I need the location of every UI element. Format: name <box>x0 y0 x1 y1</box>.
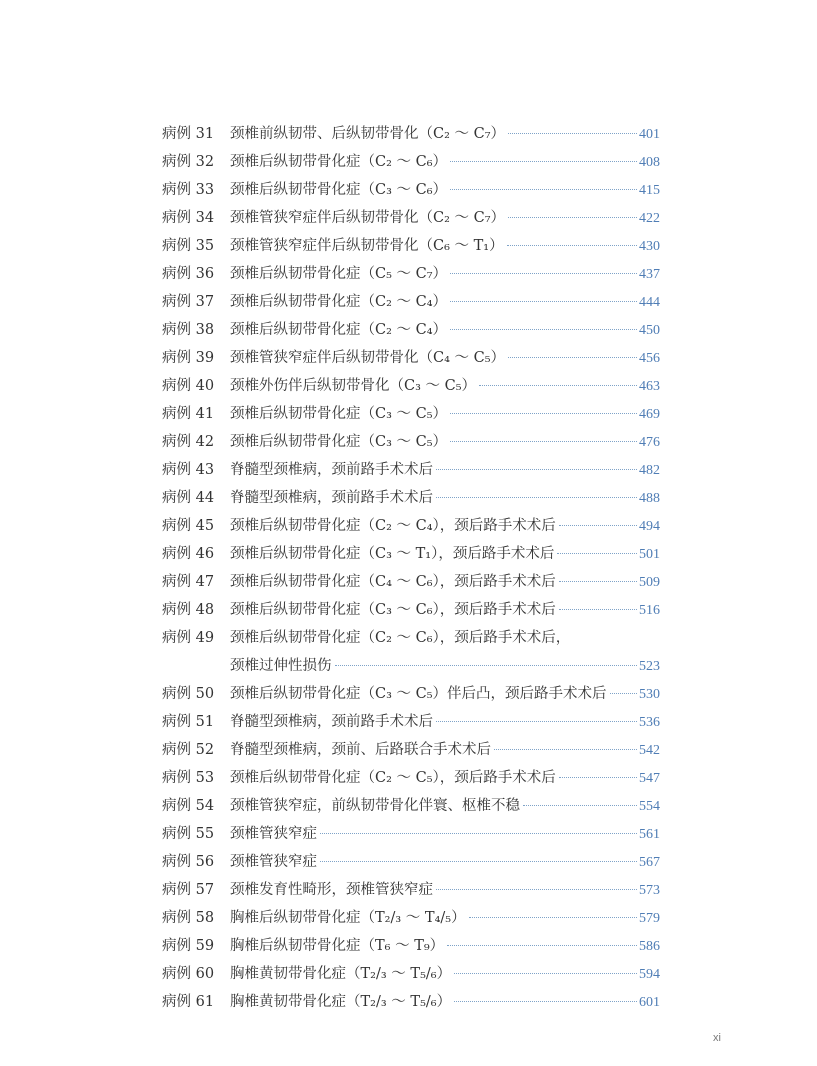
page-link[interactable]: 579 <box>639 911 660 926</box>
case-number: 病例 61 <box>162 994 215 1010</box>
page-link[interactable]: 444 <box>639 295 660 310</box>
page-link[interactable]: 450 <box>639 323 660 338</box>
entry-title: 脊髓型颈椎病，颈前路手术术后 <box>230 490 433 506</box>
toc-entry[interactable] <box>162 624 660 652</box>
dot-leader <box>610 693 637 694</box>
case-number: 病例 58 <box>162 910 215 926</box>
toc-entry[interactable] <box>162 708 660 736</box>
case-number: 病例 37 <box>162 294 215 310</box>
toc-entry[interactable] <box>162 568 660 596</box>
entry-title: 脊髓型颈椎病，颈前路手术术后 <box>230 462 433 478</box>
toc-entry[interactable] <box>162 428 660 456</box>
page-link[interactable]: 536 <box>639 715 660 730</box>
dot-leader <box>450 273 637 274</box>
dot-leader <box>335 665 638 666</box>
entry-title: 颈椎后纵韧带骨化症（C₃ ～ T₁），颈后路手术术后 <box>230 546 555 562</box>
toc-entry[interactable] <box>162 316 660 344</box>
page-link[interactable]: 488 <box>639 491 660 506</box>
page-link[interactable]: 573 <box>639 883 660 898</box>
entry-title: 颈椎后纵韧带骨化症（C₂ ～ C₄） <box>230 322 448 338</box>
page-link[interactable]: 547 <box>639 771 660 786</box>
case-number: 病例 59 <box>162 938 215 954</box>
case-number: 病例 46 <box>162 546 215 562</box>
case-number: 病例 56 <box>162 854 215 870</box>
toc-entry[interactable] <box>162 232 660 260</box>
dot-leader <box>479 385 637 386</box>
case-number: 病例 53 <box>162 770 215 786</box>
page-link[interactable]: 463 <box>639 379 660 394</box>
entry-title: 颈椎过伸性损伤 <box>230 658 332 674</box>
entry-title: 脊髓型颈椎病，颈前路手术术后 <box>230 714 433 730</box>
case-number: 病例 50 <box>162 686 215 702</box>
page-link[interactable]: 408 <box>639 155 660 170</box>
dot-leader <box>450 161 637 162</box>
entry-title: 颈椎后纵韧带骨化症（C₄ ～ C₆），颈后路手术术后 <box>230 574 556 590</box>
dot-leader <box>436 889 637 890</box>
page-link[interactable]: 601 <box>639 995 660 1010</box>
toc-entry[interactable] <box>162 988 660 1016</box>
dot-leader <box>523 805 637 806</box>
page-link[interactable]: 476 <box>639 435 660 450</box>
dot-leader <box>559 525 637 526</box>
toc-entry[interactable] <box>162 904 660 932</box>
dot-leader <box>508 357 637 358</box>
case-number: 病例 55 <box>162 826 215 842</box>
page-link[interactable]: 456 <box>639 351 660 366</box>
toc-entry[interactable] <box>162 960 660 988</box>
entry-title: 胸椎后纵韧带骨化症（T₆ ～ T₉） <box>230 938 445 954</box>
toc-entry[interactable] <box>162 372 660 400</box>
case-number: 病例 33 <box>162 182 215 198</box>
entry-title: 颈椎后纵韧带骨化症（C₃ ～ C₆） <box>230 182 448 198</box>
page-link[interactable]: 542 <box>639 743 660 758</box>
entry-title: 颈椎外伤伴后纵韧带骨化（C₃ ～ C₅） <box>230 378 477 394</box>
page-link[interactable]: 437 <box>639 267 660 282</box>
case-number: 病例 43 <box>162 462 215 478</box>
toc-entry[interactable] <box>162 820 660 848</box>
entry-title: 颈椎后纵韧带骨化症（C₂ ～ C₆），颈后路手术术后， <box>230 630 571 646</box>
case-number: 病例 32 <box>162 154 215 170</box>
entry-title: 颈椎后纵韧带骨化症（C₃ ～ C₅） <box>230 434 448 450</box>
dot-leader <box>494 749 637 750</box>
page-link[interactable]: 509 <box>639 575 660 590</box>
toc-entry[interactable] <box>162 680 660 708</box>
entry-title: 颈椎管狭窄症伴后纵韧带骨化（C₄ ～ C₅） <box>230 350 506 366</box>
dot-leader <box>559 609 637 610</box>
table-of-contents <box>162 120 660 1016</box>
case-number: 病例 54 <box>162 798 215 814</box>
dot-leader <box>436 497 637 498</box>
dot-leader <box>450 189 637 190</box>
case-number: 病例 36 <box>162 266 215 282</box>
entry-title: 颈椎后纵韧带骨化症（C₂ ～ C₄） <box>230 294 448 310</box>
page-link[interactable]: 567 <box>639 855 660 870</box>
case-number: 病例 45 <box>162 518 215 534</box>
page-link[interactable]: 415 <box>639 183 660 198</box>
page-link[interactable]: 469 <box>639 407 660 422</box>
case-number: 病例 40 <box>162 378 215 394</box>
entry-title: 胸椎黄韧带骨化症（T₂/₃ ～ T₅/₆） <box>230 966 452 982</box>
dot-leader <box>557 553 637 554</box>
page-link[interactable]: 401 <box>639 127 660 142</box>
toc-entry[interactable] <box>162 148 660 176</box>
toc-entry[interactable] <box>162 456 660 484</box>
page-link[interactable]: 494 <box>639 519 660 534</box>
page-link[interactable]: 586 <box>639 939 660 954</box>
toc-entry[interactable] <box>162 540 660 568</box>
toc-entry[interactable] <box>162 876 660 904</box>
case-number: 病例 39 <box>162 350 215 366</box>
case-number: 病例 38 <box>162 322 215 338</box>
page-link[interactable]: 523 <box>639 659 660 674</box>
toc-entry[interactable] <box>162 176 660 204</box>
dot-leader <box>447 945 637 946</box>
toc-entry[interactable] <box>162 288 660 316</box>
entry-title: 颈椎后纵韧带骨化症（C₃ ～ C₆），颈后路手术术后 <box>230 602 556 618</box>
dot-leader <box>508 133 637 134</box>
entry-title: 脊髓型颈椎病，颈前、后路联合手术术后 <box>230 742 491 758</box>
toc-entry[interactable] <box>162 512 660 540</box>
case-number: 病例 60 <box>162 966 215 982</box>
entry-title: 颈椎管狭窄症 <box>230 854 317 870</box>
toc-entry[interactable] <box>162 932 660 960</box>
page-link[interactable]: 501 <box>639 547 660 562</box>
toc-entry[interactable] <box>162 344 660 372</box>
page-link[interactable]: 554 <box>639 799 660 814</box>
dot-leader <box>320 833 637 834</box>
entry-title: 颈椎管狭窄症伴后纵韧带骨化（C₆ ～ T₁） <box>230 238 504 254</box>
page-link[interactable]: 422 <box>639 211 660 226</box>
toc-entry[interactable] <box>162 204 660 232</box>
case-number: 病例 51 <box>162 714 215 730</box>
toc-entry[interactable] <box>162 120 660 148</box>
case-number: 病例 35 <box>162 238 215 254</box>
entry-title: 颈椎后纵韧带骨化症（C₂ ～ C₆） <box>230 154 448 170</box>
entry-title: 颈椎发育性畸形，颈椎管狭窄症 <box>230 882 433 898</box>
dot-leader <box>436 721 637 722</box>
toc-entry[interactable] <box>162 484 660 512</box>
toc-entry[interactable] <box>162 400 660 428</box>
case-number: 病例 42 <box>162 434 215 450</box>
dot-leader <box>450 329 637 330</box>
page-link[interactable]: 482 <box>639 463 660 478</box>
entry-title: 颈椎后纵韧带骨化症（C₃ ～ C₅）伴后凸，颈后路手术术后 <box>230 686 607 702</box>
dot-leader <box>450 413 637 414</box>
entry-title: 颈椎后纵韧带骨化症（C₅ ～ C₇） <box>230 266 448 282</box>
entry-title: 颈椎后纵韧带骨化症（C₃ ～ C₅） <box>230 406 448 422</box>
page-link[interactable]: 561 <box>639 827 660 842</box>
dot-leader <box>454 973 637 974</box>
toc-entry[interactable] <box>162 736 660 764</box>
dot-leader <box>559 581 637 582</box>
dot-leader <box>508 217 637 218</box>
page-link[interactable]: 594 <box>639 967 660 982</box>
toc-entry[interactable] <box>162 652 660 680</box>
entry-title: 胸椎黄韧带骨化症（T₂/₃ ～ T₅/₆） <box>230 994 452 1010</box>
case-number: 病例 57 <box>162 882 215 898</box>
dot-leader <box>320 861 637 862</box>
dot-leader <box>559 777 637 778</box>
entry-title: 颈椎管狭窄症伴后纵韧带骨化（C₂ ～ C₇） <box>230 210 506 226</box>
case-number: 病例 41 <box>162 406 215 422</box>
toc-entry[interactable] <box>162 596 660 624</box>
entry-title: 颈椎后纵韧带骨化症（C₂ ～ C₅），颈后路手术术后 <box>230 770 556 786</box>
dot-leader <box>469 917 637 918</box>
dot-leader <box>454 1001 637 1002</box>
entry-title: 胸椎后纵韧带骨化症（T₂/₃ ～ T₄/₅） <box>230 910 466 926</box>
case-number: 病例 31 <box>162 126 215 142</box>
toc-entry[interactable] <box>162 260 660 288</box>
toc-entry[interactable] <box>162 764 660 792</box>
dot-leader <box>507 245 637 246</box>
case-number: 病例 52 <box>162 742 215 758</box>
entry-title: 颈椎管狭窄症 <box>230 826 317 842</box>
page-link[interactable]: 530 <box>639 687 660 702</box>
dot-leader <box>450 441 637 442</box>
case-number: 病例 44 <box>162 490 215 506</box>
case-number: 病例 49 <box>162 630 215 646</box>
entry-title: 颈椎后纵韧带骨化症（C₂ ～ C₄），颈后路手术术后 <box>230 518 556 534</box>
page-number: xi <box>713 1032 721 1044</box>
dot-leader <box>450 301 637 302</box>
page-link[interactable]: 430 <box>639 239 660 254</box>
case-number: 病例 48 <box>162 602 215 618</box>
case-number: 病例 34 <box>162 210 215 226</box>
entry-title: 颈椎前纵韧带、后纵韧带骨化（C₂ ～ C₇） <box>230 126 506 142</box>
toc-entry[interactable] <box>162 848 660 876</box>
page-link[interactable]: 516 <box>639 603 660 618</box>
dot-leader <box>436 469 637 470</box>
case-number: 病例 47 <box>162 574 215 590</box>
toc-entry[interactable] <box>162 792 660 820</box>
entry-title: 颈椎管狭窄症，前纵韧带骨化伴寰、枢椎不稳 <box>230 798 520 814</box>
